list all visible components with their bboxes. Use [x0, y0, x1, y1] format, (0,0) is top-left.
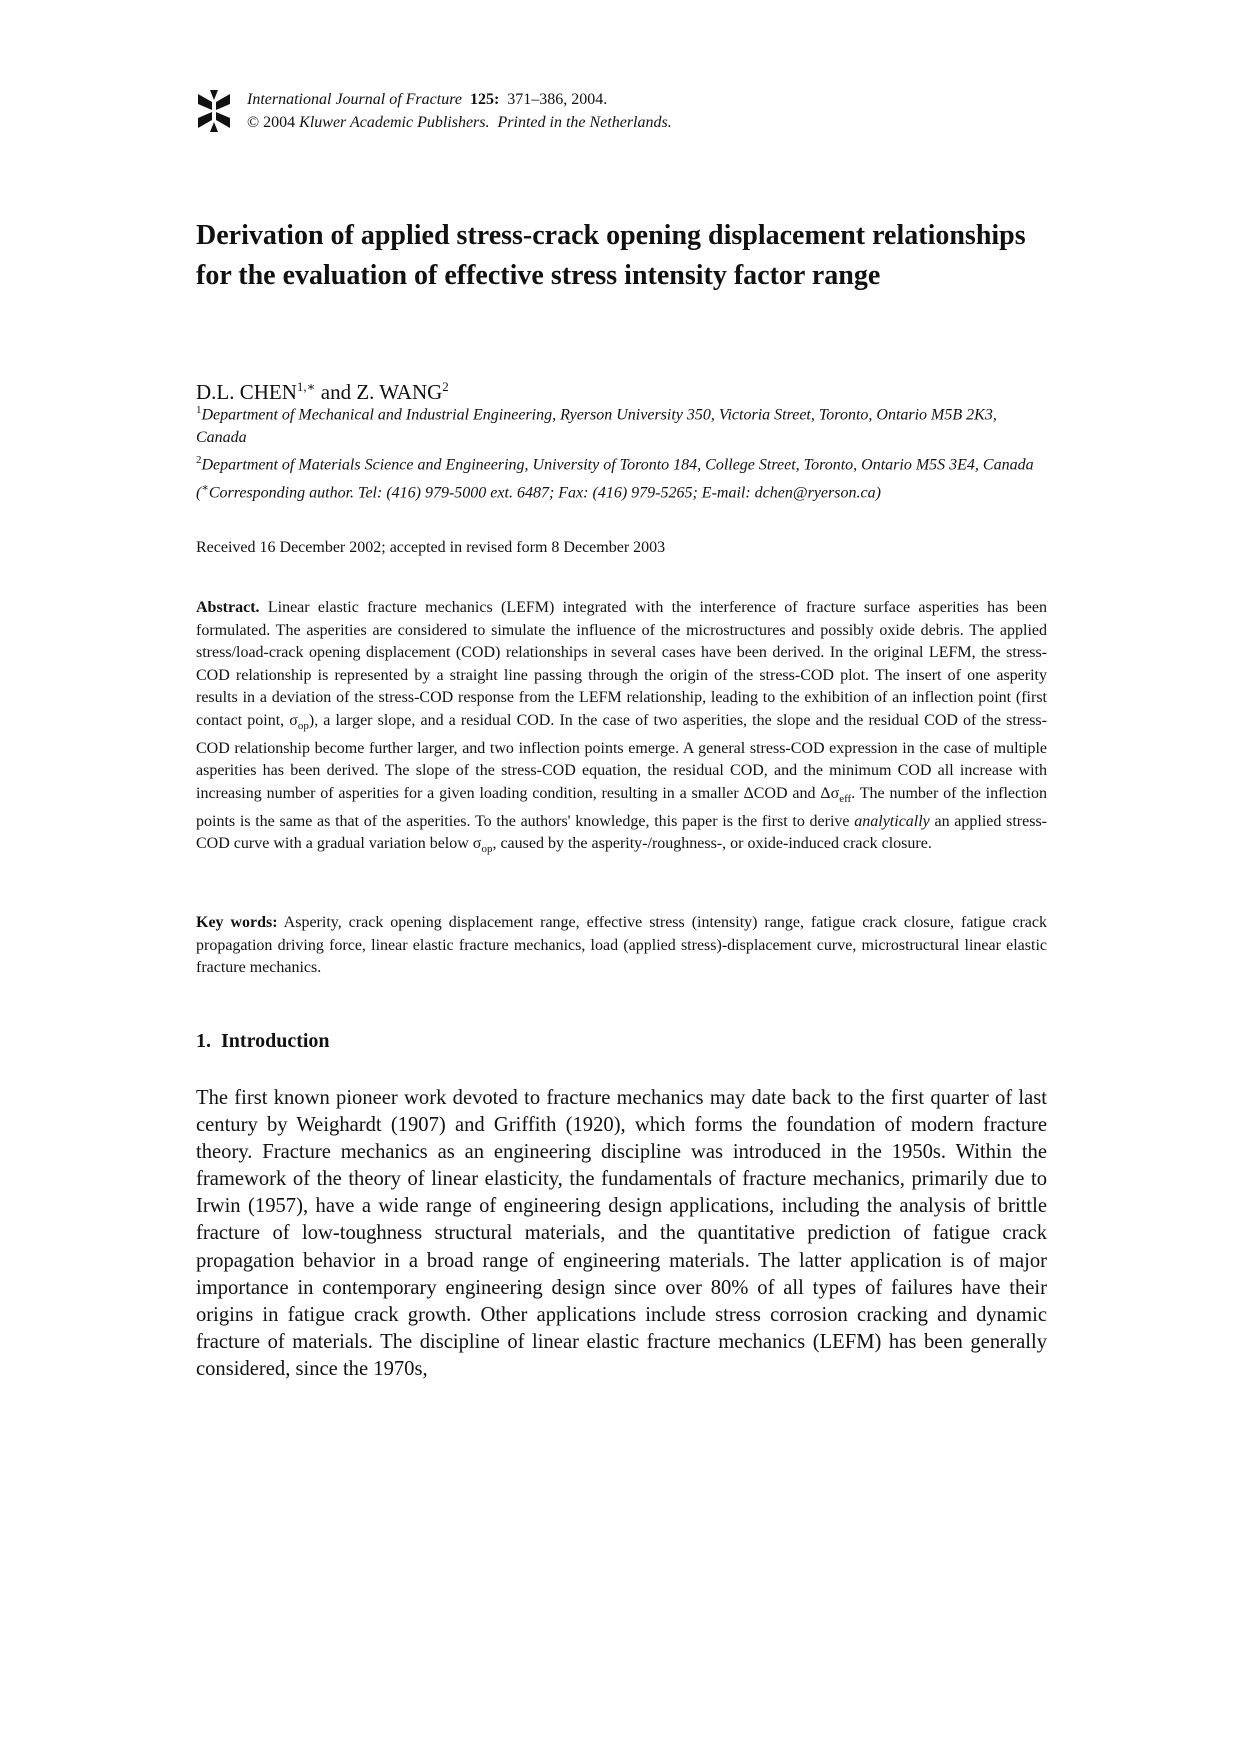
abstract-text-3: . The number of the inflection points is the same as that of the asperities. To the authors' knowledge, this paper is the first to derive	[196, 784, 1047, 830]
affiliation-1-number: 1	[196, 404, 202, 416]
journal-name: International Journal of Fracture	[247, 91, 462, 108]
printed-note: Printed in the Netherlands.	[497, 114, 672, 131]
abstract-text-5: , caused by the asperity-/roughness-, or oxide-induced crack closure.	[492, 835, 932, 853]
abstract-text-2: ), a larger slope, and a residual COD. In the case of two asperities, the slope and the residual COD of the stress-COD relationship become further larger, and two inflection points emerge. A general stress-COD expression in the case of multiple asperities has been derived. The slope of the stress-COD equation, the residual COD, and the minimum COD all increase with increasing number of asperities for a given loading condition, resulting in a smaller ΔCOD and Δσ	[196, 711, 1047, 802]
journal-citation	[247, 88, 672, 134]
intro-paragraph: The first known pioneer work devoted to fracture mechanics may date back to the first quarter of last century by Weighardt (1907) and Griffith (1920), which forms the foundation of modern fracture theory. Fracture mechanics as an engineering discipline was introduced in the 1950s. Within the framework of the theory of linear elasticity, the fundamentals of fracture mechanics, primarily due to Irwin (1957), have a wide range of engineering design applications, including the analysis of brittle fracture of low-toughness structural materials, and the quantitative prediction of fatigue crack propagation behavior in a broad range of engineering materials. The latter application is of major importance in contemporary engineering design since over 80% of all types of failures have their origins in fatigue crack growth. Other applications include stress corrosion cracking and dynamic fracture of materials. The discipline of linear elastic fracture mechanics (LEFM) has been generally considered, since the 1970s,	[196, 1087, 1047, 1380]
affiliation-1	[196, 399, 1047, 449]
author-and: and	[315, 380, 357, 404]
abstract-sub-op-1: op	[297, 720, 309, 733]
abstract-text-4: an applied stress-COD curve with a gradual variation below σ	[196, 812, 1047, 853]
keywords	[196, 912, 1047, 980]
corr-text: Corresponding author. Tel: (416) 979-5000 ext. 6487; Fax: (416) 979-5265; E-mail: dchen@ryerson.ca)	[208, 484, 881, 502]
abstract-label: Abstract.	[196, 599, 260, 616]
affiliations	[196, 399, 1047, 505]
affiliation-1-text: Department of Mechanical and Industrial Engineering, Ryerson University 350, Victoria Street, Toronto, Ontario M5B 2K3, Canada	[196, 406, 997, 446]
corr-star: ∗	[201, 482, 209, 495]
abstract-sub-op-2: op	[481, 843, 493, 856]
publisher-logo-icon	[196, 90, 232, 132]
affiliation-2-number: 2	[196, 454, 202, 467]
copyright-symbol: ©	[247, 114, 260, 131]
publisher-name: Kluwer Academic Publishers.	[299, 114, 490, 131]
corr-open: (	[196, 484, 202, 502]
abstract-sub-eff: eff	[839, 793, 852, 806]
affiliation-2	[196, 449, 1047, 477]
journal-pages: 371–386, 2004.	[507, 91, 608, 108]
author-1: D.L. CHEN	[196, 380, 297, 404]
affiliation-2-text: Department of Materials Science and Engineering, University of Toronto 184, College Street, Toronto, Ontario M5S 3E4, Canada	[201, 456, 1034, 474]
abstract-text-1: Linear elastic fracture mechanics (LEFM) integrated with the interference of fracture surface asperities has been formulated. The asperities are considered to simulate the influence of the microstructures and possibly oxide debris. The applied stress/load-crack opening displacement (COD) relationships in several cases have been derived. In the original LEFM, the stress-COD relationship is represented by a straight line passing through the origin of the stress-COD plot. The insert of one asperity results in a deviation of the stress-COD response from the LEFM relationship, leading to the exhibition of an inflection point (first contact point, σ	[196, 599, 1047, 729]
author-1-sup: 1,∗	[296, 379, 316, 394]
keywords-label: Key words:	[196, 914, 278, 931]
section-number: 1.	[196, 1030, 211, 1052]
journal-line	[247, 88, 672, 111]
paper-title: Derivation of applied stress-crack opening displacement relationships for the evaluation of effective stress intensity factor range	[196, 220, 1026, 291]
copyright-line	[247, 111, 672, 134]
abstract-italic: analytically	[854, 812, 930, 830]
copyright-year: 2004	[263, 114, 296, 131]
journal-volume: 125:	[469, 91, 500, 108]
received-dates: Received 16 December 2002; accepted in revised form 8 December 2003	[196, 539, 666, 556]
corresponding-author	[196, 477, 1047, 505]
keywords-text: Asperity, crack opening displacement range, effective stress (intensity) range, fatigue crack closure, fatigue crack propagation driving force, linear elastic fracture mechanics, load (applied stress)-displacement curve, microstructural linear elastic fracture mechanics.	[196, 914, 1047, 977]
journal-masthead	[196, 88, 896, 138]
section-heading	[196, 1030, 330, 1053]
abstract	[196, 597, 1047, 861]
author-2: Z. WANG	[356, 380, 443, 404]
author-2-sup: 2	[442, 379, 449, 394]
section-title: Introduction	[221, 1030, 330, 1052]
